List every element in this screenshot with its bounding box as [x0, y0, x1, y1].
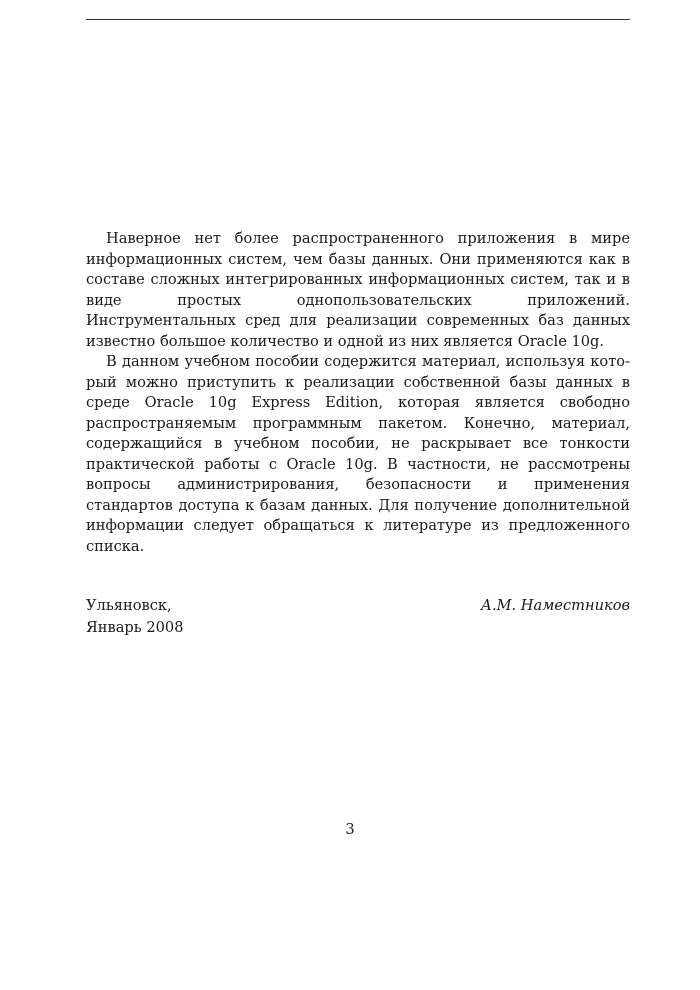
signature-city: Ульяновск,: [86, 597, 172, 614]
page-number: 3: [345, 821, 355, 838]
signature-date: Январь 2008: [86, 619, 184, 636]
signature-author: А.М. Наместников: [480, 597, 630, 614]
preface-paragraph-1: Наверное нет более распространенного приложения в мире информационных систем, чем базы данных. Они применяются как в составе сложных интегрированных информационных систем, так и в виде простых однопользовательских приложений. Инструментальных сред для реализации современных баз данных известно большое количество и одной из них является Oracle 10g.: [86, 230, 630, 350]
signature-place-date: [86, 595, 184, 639]
header-rule: [86, 19, 630, 20]
preface-text: [86, 229, 630, 557]
preface-paragraph-2: В данном учебном пособии содержится материал, используя который можно приступить к реализации собственной базы данных в среде Oracle 10g Express Edition, которая является свободно распространяемым программным пакетом. Конечно, материал, содержащийся в учебном пособии, не раскрывает все тонкости практической работы с Oracle 10g. В частности, не рассмотрены вопросы администрирования, безопасности и применения стандартов доступа к базам данных. Для получение дополнительной информации следует обращаться к литературе из предложенного списка.: [86, 353, 630, 555]
